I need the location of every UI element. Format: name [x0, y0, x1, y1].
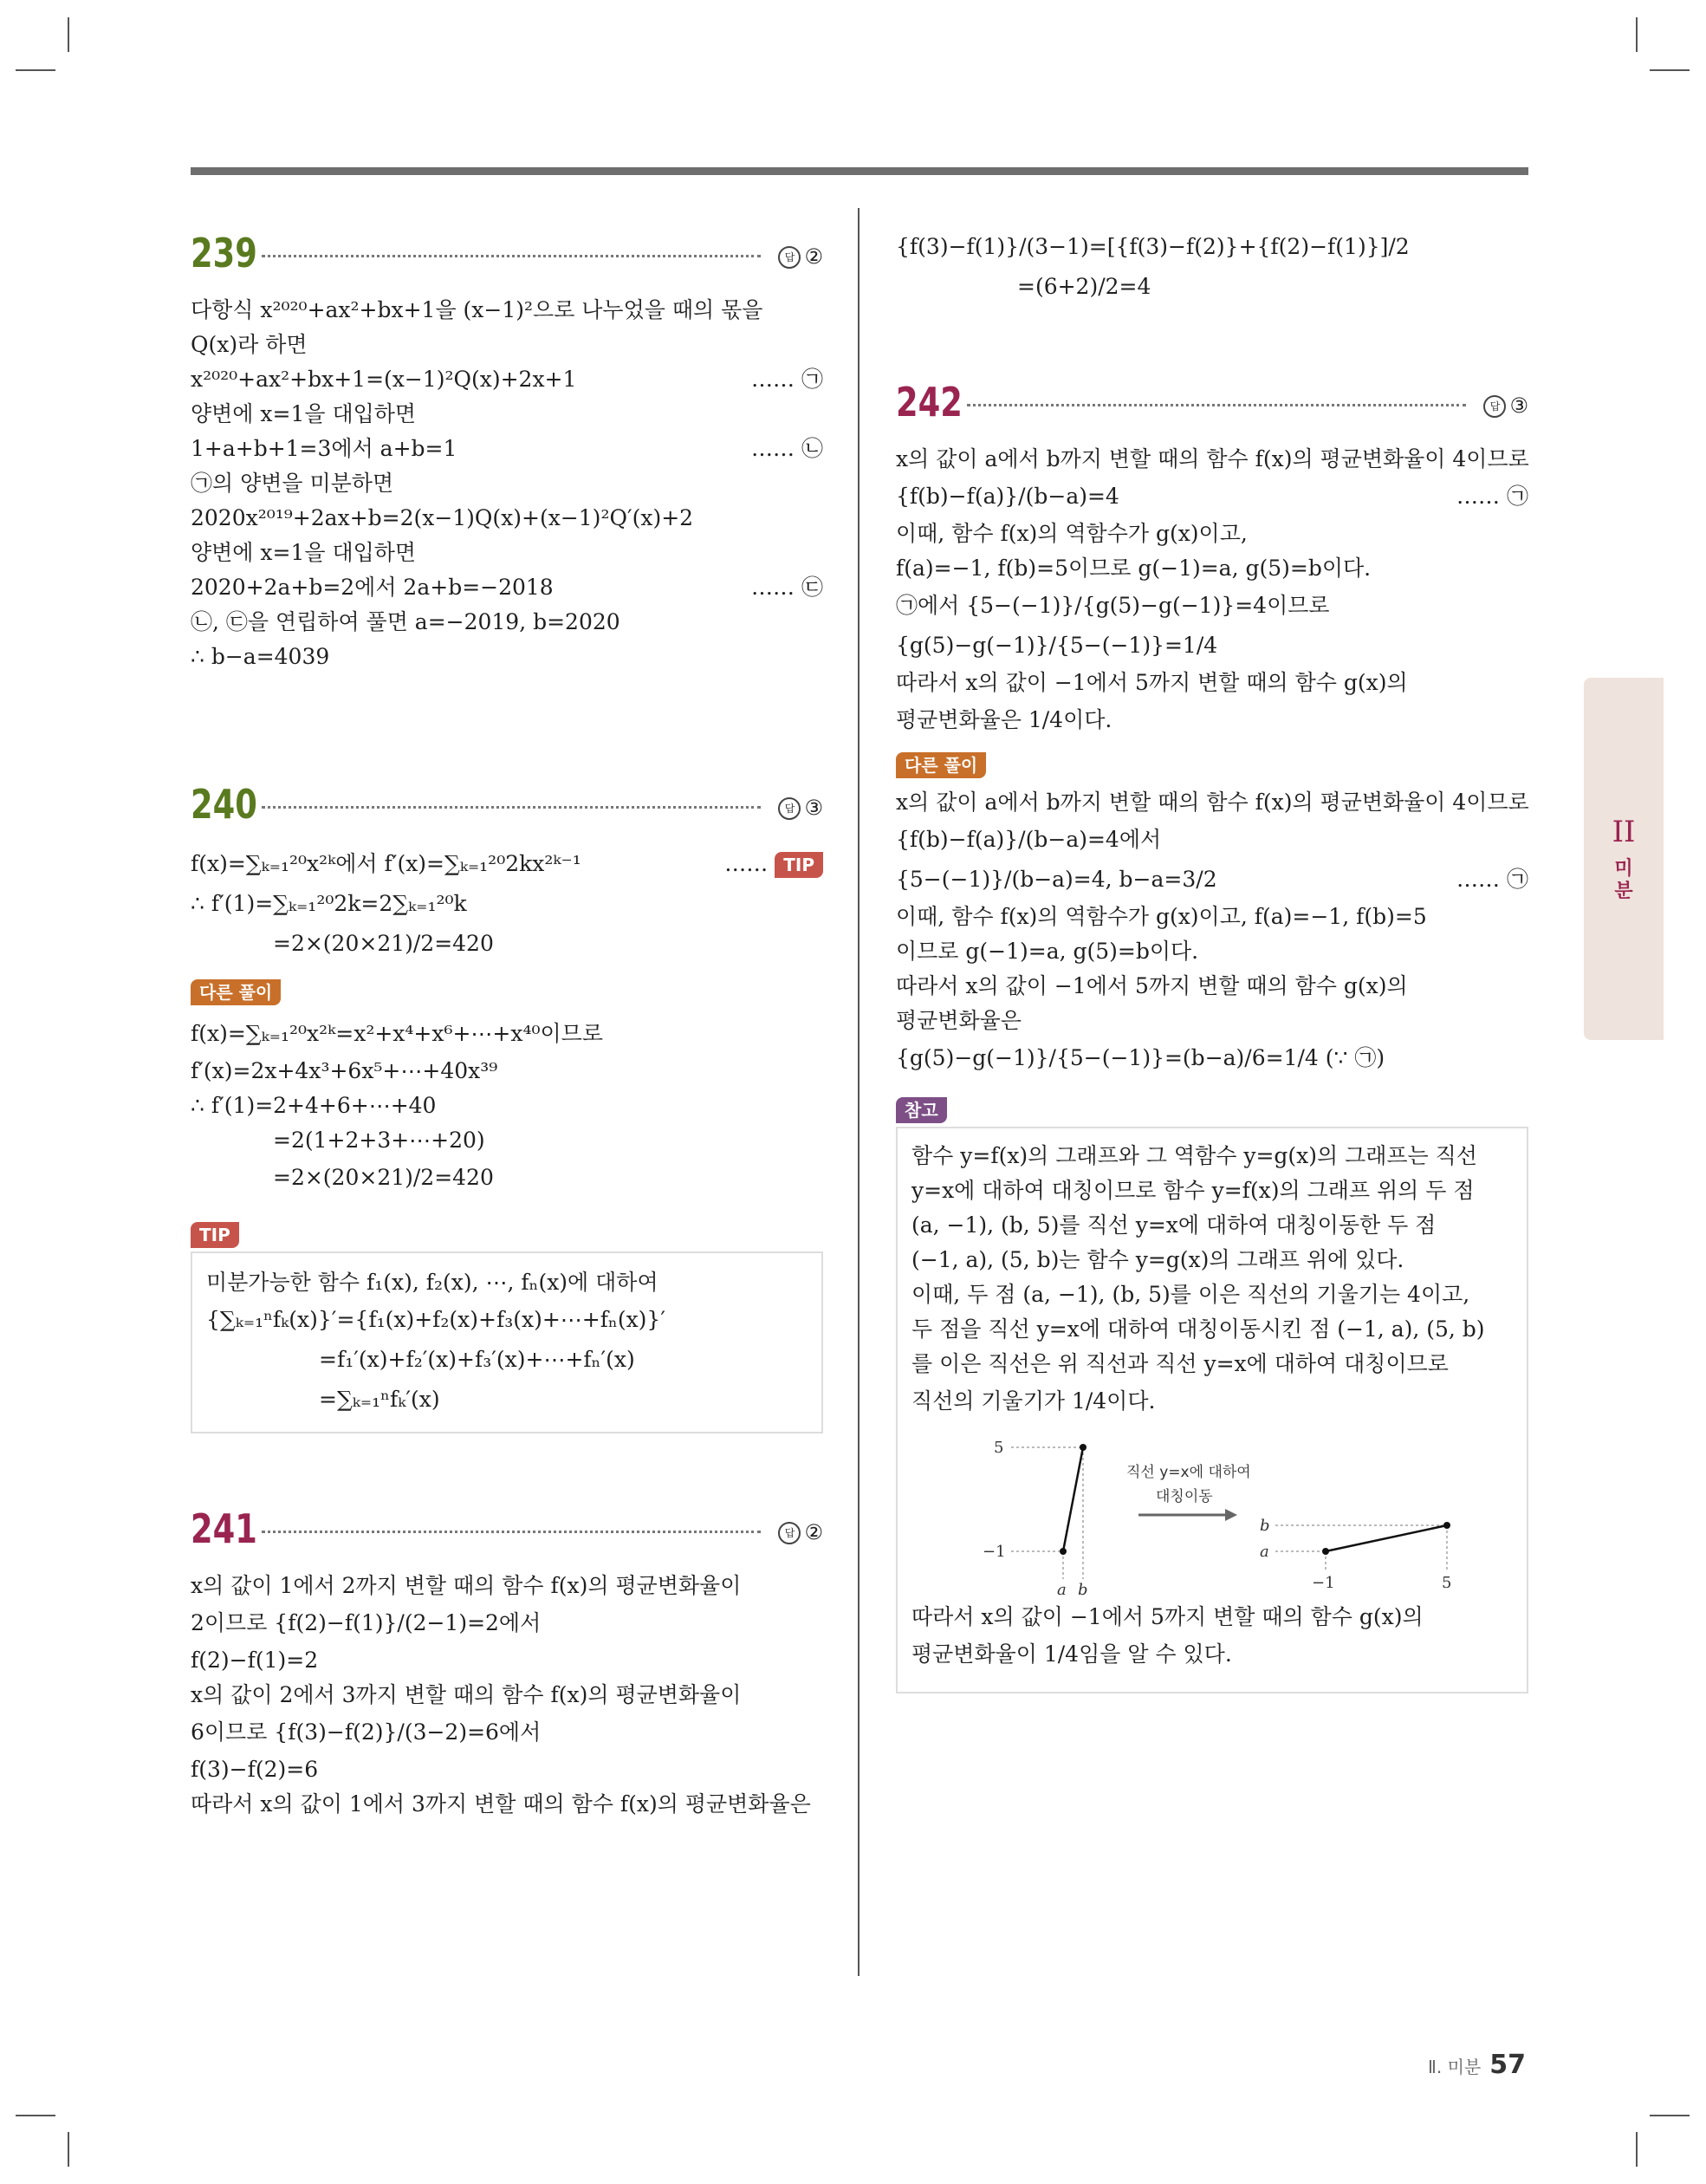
note-line: 평균변화율이 1/4임을 알 수 있다. [911, 1641, 1232, 1667]
column-divider [858, 208, 859, 1976]
solution-line: x의 값이 2에서 3까지 변할 때의 함수 f(x)의 평균변화율이 [191, 1682, 742, 1707]
marker-dots: …… [724, 851, 769, 876]
solution-line: x의 값이 a에서 b까지 변할 때의 함수 f(x)의 평균변화율이 4이므로 [896, 446, 1529, 471]
label-y-b: b [1260, 1517, 1270, 1535]
tip-line: 미분가능한 함수 f₁(x), f₂(x), ⋯, fₙ(x)에 대하여 [206, 1270, 658, 1295]
arrow-label-1: 직선 y=x에 대하여 [1126, 1464, 1251, 1481]
problem-242-header [896, 376, 1528, 432]
label-x-5: 5 [1442, 1574, 1452, 1592]
answer-value: ③ [1509, 393, 1528, 418]
label-x-a: a [1057, 1581, 1067, 1596]
solution-line: 다항식 x²⁰²⁰+ax²+bx+1을 (x−1)²으로 나누었을 때의 몫을 [191, 297, 763, 322]
solution-line: 이때, 함수 f(x)의 역함수가 g(x)이고, f(a)=−1, f(b)=5 [896, 904, 1427, 929]
solution-line: x의 값이 1에서 2까지 변할 때의 함수 f(x)의 평균변화율이 [191, 1573, 742, 1598]
note-line: 이때, 두 점 (a, −1), (b, 5)를 이은 직선의 기울기는 4이고, [911, 1282, 1470, 1307]
solution-line [896, 477, 1528, 517]
solution-line: {g(5)−g(−1)}/{5−(−1)}=1/4 [896, 633, 1218, 658]
solution-line: ∴ f′(1)=∑ₖ₌₁²⁰2k=2∑ₖ₌₁²⁰k [191, 891, 467, 916]
solution-line: f(a)=−1, f(b)=5이므로 g(−1)=a, g(5)=b이다. [896, 556, 1372, 581]
problem-number: 242 [896, 379, 963, 426]
label-y-minus1: −1 [983, 1543, 1006, 1561]
solution-line: 2이므로 {f(2)−f(1)}/(2−1)=2에서 [191, 1610, 542, 1635]
problem-number: 239 [191, 230, 257, 276]
point-minus1-a [1322, 1548, 1329, 1555]
answer-value: ② [804, 1520, 823, 1544]
answer-badge-icon: 답 [778, 246, 801, 269]
solution-line: ∴ f′(1)=2+4+6+⋯+40 [191, 1093, 437, 1118]
crop-mark [68, 2132, 69, 2167]
solution-line [896, 860, 1528, 900]
answer-value: ② [804, 244, 823, 269]
solution-line: ㉡, ㉢을 연립하여 풀면 a=−2019, b=2020 [191, 609, 620, 634]
chapter-side-label: 미 분 [1614, 858, 1633, 902]
left-column [191, 227, 823, 1822]
solution-line: 이때, 함수 f(x)의 역함수가 g(x)이고, [896, 521, 1248, 546]
solution-line: 따라서 x의 값이 −1에서 5까지 변할 때의 함수 g(x)의 [896, 670, 1408, 695]
note-line: 직선의 기울기가 1/4이다. [911, 1388, 1156, 1414]
equation: {f(b)−f(a)}/(b−a)=4 [896, 484, 1119, 509]
equation-marker: …… ㉡ [751, 436, 823, 461]
equation-marker: …… ㉠ [751, 367, 823, 392]
solution-line: =2×(20×21)/2=420 [273, 931, 494, 956]
arrow-label-2: 대칭이동 [1156, 1488, 1213, 1505]
solution-line [191, 432, 823, 466]
tip-line: {∑ₖ₌₁ⁿfₖ(x)}′={f₁(x)+f₂(x)+f₃(x)+⋯+fₙ(x)}′ [206, 1307, 666, 1332]
solution-line: f′(x)=2x+4x³+6x⁵+⋯+40x³⁹ [191, 1058, 498, 1083]
problem-241-solution [191, 1569, 823, 1822]
label-x-b: b [1078, 1581, 1088, 1596]
alt-solution-tag: 다른 풀이 [896, 752, 986, 778]
crop-mark [68, 17, 69, 52]
alt-solution-tag: 다른 풀이 [191, 979, 281, 1005]
problem-240-header [191, 778, 823, 834]
tip-marker [724, 844, 823, 884]
answer-label [778, 790, 823, 825]
solution-line: 평균변화율은 1/4이다. [896, 707, 1112, 732]
page-number: 57 [1489, 2050, 1526, 2080]
chapter-roman-numeral: II [1612, 815, 1636, 849]
solution-line: =(6+2)/2=4 [1017, 274, 1151, 299]
point-a-minus1 [1060, 1548, 1067, 1555]
equation-marker: …… ㉠ [1456, 484, 1528, 509]
label-y-a: a [1260, 1543, 1269, 1561]
note-line: 두 점을 직선 y=x에 대하여 대칭이동시킨 점 (−1, a), (5, b) [911, 1316, 1485, 1342]
equation: 2020+2a+b=2에서 2a+b=−2018 [191, 575, 554, 600]
crop-mark [16, 69, 55, 71]
point-5-b [1443, 1522, 1450, 1529]
label-y-5: 5 [994, 1439, 1004, 1457]
note-box [896, 1127, 1528, 1693]
solution-line: 이므로 g(−1)=a, g(5)=b이다. [896, 939, 1199, 964]
solution-line: 6이므로 {f(3)−f(2)}/(3−2)=6에서 [191, 1719, 542, 1745]
solution-line: 따라서 x의 값이 −1에서 5까지 변할 때의 함수 g(x)의 [896, 973, 1408, 998]
note-line: 따라서 x의 값이 −1에서 5까지 변할 때의 함수 g(x)의 [911, 1604, 1424, 1629]
crop-mark [1636, 2132, 1638, 2167]
solution-line: 평균변화율은 [896, 1008, 1022, 1033]
equation: f(x)=∑ₖ₌₁²⁰x²ᵏ에서 f′(x)=∑ₖ₌₁²⁰2kx²ᵏ⁻¹ [191, 851, 581, 876]
problem-241-continued [896, 227, 1528, 307]
problem-242-solution [896, 442, 1528, 1693]
label-x-minus1: −1 [1312, 1574, 1335, 1592]
answer-label [1483, 388, 1528, 423]
answer-badge-icon: 답 [778, 1522, 801, 1544]
solution-line: {f(3)−f(1)}/(3−1)=[{f(3)−f(2)}+{f(2)−f(1)}]/2 [896, 234, 1410, 259]
crop-mark [16, 2115, 55, 2116]
solution-line: 2020x²⁰¹⁹+2ax+b=2(x−1)Q(x)+(x−1)²Q′(x)+2 [191, 505, 694, 530]
answer-value: ③ [804, 796, 823, 820]
crop-mark [1650, 2115, 1690, 2116]
answer-badge-icon: 답 [778, 797, 801, 820]
solution-line: ㉠의 양변을 미분하면 [191, 471, 394, 496]
tip-line: =∑ₖ₌₁ⁿfₖ′(x) [319, 1387, 440, 1412]
answer-badge-icon: 답 [1483, 395, 1506, 418]
solution-line: {f(b)−f(a)}/(b−a)=4에서 [896, 827, 1162, 852]
tip-line: =f₁′(x)+f₂′(x)+f₃′(x)+⋯+fₙ′(x) [319, 1347, 635, 1372]
solution-line: f(x)=∑ₖ₌₁²⁰x²ᵏ=x²+x⁴+x⁶+⋯+x⁴⁰이므로 [191, 1021, 603, 1046]
arrow-head-icon [1225, 1509, 1237, 1521]
equation-marker: …… ㉢ [751, 575, 823, 600]
tip-box-tag: TIP [191, 1222, 239, 1248]
answer-label [778, 1515, 823, 1550]
solution-line [191, 362, 823, 397]
equation: x²⁰²⁰+ax²+bx+1=(x−1)²Q(x)+2x+1 [191, 367, 577, 392]
problem-239-solution [191, 293, 823, 674]
footer-chapter: Ⅱ. 미분 [1428, 2057, 1482, 2077]
solution-line: ∴ b−a=4039 [191, 644, 330, 669]
note-line: (a, −1), (b, 5)를 직선 y=x에 대하여 대칭이동한 두 점 [911, 1212, 1437, 1238]
inverse-function-figure [911, 1423, 1509, 1596]
note-line: 를 이은 직선은 위 직선과 직선 y=x에 대하여 대칭이므로 [911, 1351, 1449, 1376]
solution-line: 따라서 x의 값이 1에서 3까지 변할 때의 함수 f(x)의 평균변화율은 [191, 1791, 811, 1817]
dotted-leader [967, 404, 1466, 406]
tip-box [191, 1251, 823, 1433]
dotted-leader [262, 1531, 761, 1533]
tip-tag: TIP [775, 852, 823, 878]
note-tag: 참고 [896, 1097, 947, 1123]
answer-label [778, 239, 823, 274]
solution-line [191, 844, 823, 884]
solution-line: f(3)−f(2)=6 [191, 1757, 319, 1782]
solution-line: f(2)−f(1)=2 [191, 1648, 319, 1673]
problem-240-solution [191, 844, 823, 1433]
solution-line: =2(1+2+3+⋯+20) [273, 1128, 485, 1153]
problem-241-header [191, 1503, 823, 1558]
solution-line: 양변에 x=1을 대입하면 [191, 401, 417, 426]
solution-line: ㉠에서 {5−(−1)}/{g(5)−g(−1)}=4이므로 [896, 593, 1330, 618]
solution-line: 양변에 x=1을 대입하면 [191, 540, 417, 565]
note-line: y=x에 대하여 대칭이므로 함수 y=f(x)의 그래프 위의 두 점 [911, 1178, 1475, 1203]
problem-number: 241 [191, 1505, 257, 1552]
crop-mark [1636, 17, 1638, 52]
crop-mark [1650, 69, 1690, 71]
equation: {5−(−1)}/(b−a)=4, b−a=3/2 [896, 867, 1217, 892]
note-line: (−1, a), (5, b)는 함수 y=g(x)의 그래프 위에 있다. [911, 1247, 1404, 1272]
solution-line [191, 570, 823, 605]
problem-number: 240 [191, 781, 257, 828]
equation-marker: …… ㉠ [1456, 867, 1528, 892]
solution-line: {g(5)−g(−1)}/{5−(−1)}=(b−a)/6=1/4 (∵ ㉠) [896, 1045, 1385, 1070]
solution-line: x의 값이 a에서 b까지 변할 때의 함수 f(x)의 평균변화율이 4이므로 [896, 790, 1529, 815]
segment-f [1063, 1447, 1083, 1551]
solution-line: Q(x)라 하면 [191, 332, 308, 357]
problem-239-header [191, 227, 823, 283]
point-b-5 [1080, 1444, 1087, 1451]
note-line: 함수 y=f(x)의 그래프와 그 역함수 y=g(x)의 그래프는 직선 [911, 1143, 1477, 1168]
page-footer [1428, 2050, 1526, 2080]
solution-line: =2×(20×21)/2=420 [273, 1165, 494, 1190]
right-column [896, 227, 1528, 1693]
equation: 1+a+b+1=3에서 a+b=1 [191, 436, 457, 461]
segment-g [1326, 1525, 1447, 1551]
dotted-leader [262, 806, 761, 809]
header-rule [191, 167, 1528, 175]
dotted-leader [262, 255, 761, 257]
